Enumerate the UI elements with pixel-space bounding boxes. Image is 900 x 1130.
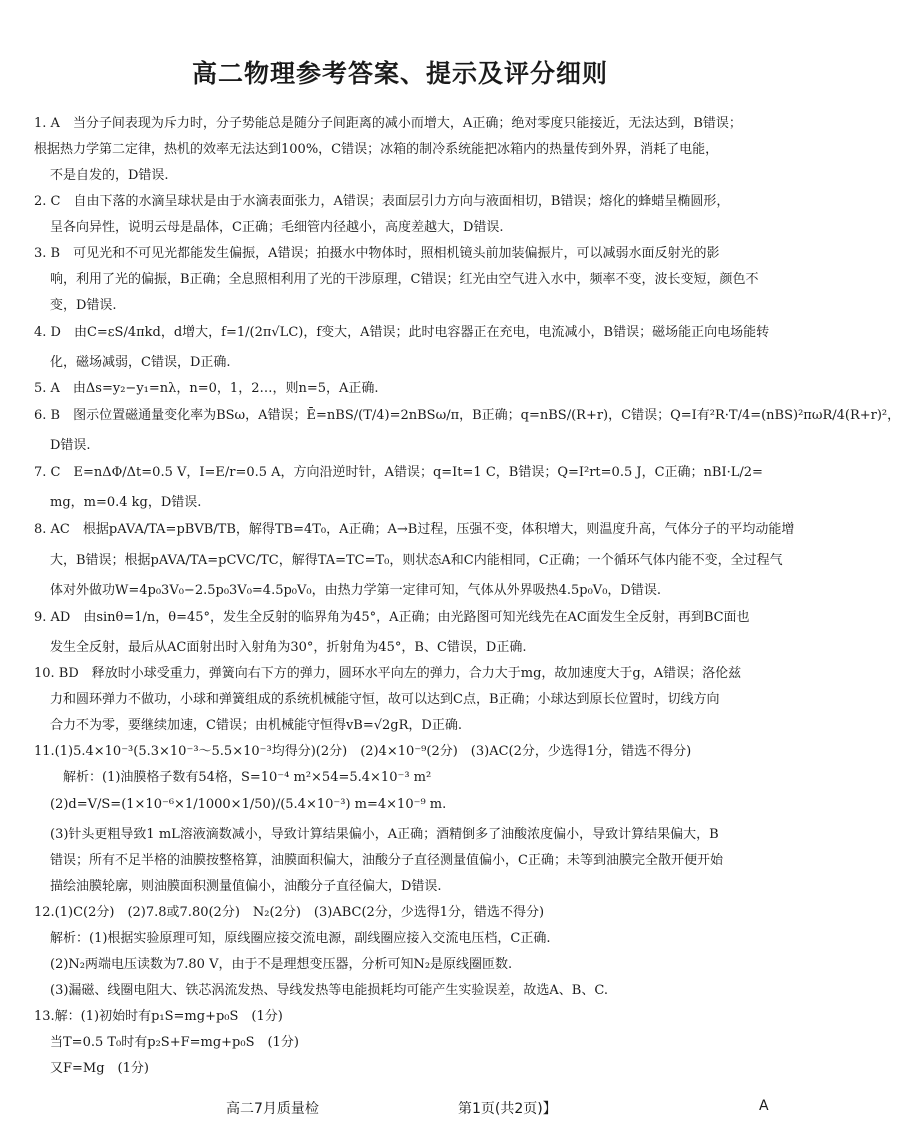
answer-11-line-4: (3)针头更粗导致1 mL溶液滴数减小，导致计算结果偏小，A正确；酒精倒多了油酸浓度偏小，导致计算结果偏大，B <box>50 827 719 842</box>
answer-2-line-2: 呈各向异性，说明云母是晶体，C正确；毛细管内径越小，高度差越大，D错误. <box>50 220 504 235</box>
answer-1-line-2: 根据热力学第二定律，热机的效率无法达到100%，C错误；冰箱的制冷系统能把冰箱内的热量传到外界，消耗了电能， <box>34 142 719 157</box>
answer-5-line-1: 5. A 由Δs=y₂−y₁=nλ，n=0，1，2…，则n=5，A正确. <box>34 381 379 396</box>
answer-6-line-2: D错误. <box>50 438 91 453</box>
answer-6-line-1: 6. B 图示位置磁通量变化率为BSω，A错误；Ē=nBS/(T/4)=2nBSω/π，B正确；q=nBS/(R+r)，C错误；Q=I有²R·T/4=(nBS)²πωR/4(R+r)²， <box>34 408 900 423</box>
answer-content <box>34 116 900 1087</box>
answer-3-line-1: 3. B 可见光和不可见光都能发生偏振，A错误；拍摄水中物体时，照相机镜头前加装偏振片，可以减弱水面反射光的影 <box>34 246 720 261</box>
answer-10-line-3: 合力不为零，要继续加速，C错误；由机械能守恒得vB=√2gR，D正确. <box>50 718 462 733</box>
page-footer <box>0 1098 800 1116</box>
answer-3-line-3: 变，D错误. <box>50 298 117 313</box>
answer-10-line-2: 力和圆环弹力不做功，小球和弹簧组成的系统机械能守恒，故可以达到C点，B正确；小球达到原长位置时，切线方向 <box>50 692 720 707</box>
answer-1-line-3: 不是自发的，D错误. <box>50 168 169 183</box>
answer-13-line-3: 又F=Mg (1分) <box>50 1061 149 1076</box>
answer-12-line-3: (2)N₂两端电压读数为7.80 V，由于不是理想变压器，分析可知N₂是原线圈匝数. <box>50 957 513 972</box>
answer-3-line-2: 响，利用了光的偏振，B正确；全息照相利用了光的干涉原理，C错误；红光由空气进入水中，频率不变，波长变短，颜色不 <box>50 272 759 287</box>
answer-11-line-5: 错误；所有不足半格的油膜按整格算，油膜面积偏大，油酸分子直径测量值偏小，C正确；未等到油膜完全散开便开始 <box>50 853 723 868</box>
answer-11-line-2: 解析：(1)油膜格子数有54格，S=10⁻⁴ m²×54=5.4×10⁻³ m² <box>50 770 432 785</box>
answer-11-line-3: (2)d=V/S=(1×10⁻⁶×1/1000×1/50)/(5.4×10⁻³) m=4×10⁻⁹ m. <box>50 797 447 812</box>
footer-version-label: A <box>759 1098 769 1114</box>
answer-11-line-6: 描绘油膜轮廓，则油膜面积测量值偏小，油酸分子直径偏大，D错误. <box>50 879 442 894</box>
answer-9-line-1: 9. AD 由sinθ=1/n，θ=45°，发生全反射的临界角为45°，A正确；由光路图可知光线先在AC面发生全反射，再到BC面也 <box>34 610 750 625</box>
answer-9-line-2: 发生全反射，最后从AC面射出时入射角为30°，折射角为45°，B、C错误，D正确. <box>50 640 527 655</box>
answer-1-line-1: 1. A 当分子间表现为斥力时，分子势能总是随分子间距离的减小而增大，A正确；绝对零度只能接近，无法达到，B错误； <box>34 116 742 131</box>
answer-8-line-3: 体对外做功W=4p₀3V₀−2.5p₀3V₀=4.5p₀V₀，由热力学第一定律可知，气体从外界吸热4.5p₀V₀，D错误. <box>50 583 661 598</box>
answer-4-line-1: 4. D 由C=εS/4πkd，d增大，f=1/(2π√LC)，f变大，A错误；此时电容器正在充电，电流减小，B错误；磁场能正向电场能转 <box>34 325 770 340</box>
answer-10-line-1: 10. BD 释放时小球受重力，弹簧向右下方的弹力，圆环水平向左的弹力，合力大于mg，故加速度大于g，A错误；洛伦兹 <box>34 666 742 681</box>
footer-exam-name: 高二7月质量检 <box>226 1101 319 1117</box>
answer-4-line-2: 化，磁场减弱，C错误，D正确. <box>50 355 231 370</box>
page-title: 高二物理参考答案、提示及评分细则 <box>191 59 608 88</box>
answer-2-line-1: 2. C 自由下落的水滴呈球状是由于水滴表面张力，A错误；表面层引力方向与液面相切，B错误；熔化的蜂蜡呈椭圆形， <box>34 194 730 209</box>
answer-12-line-2: 解析：(1)根据实验原理可知，原线圈应接交流电源，副线圈应接入交流电压档，C正确. <box>50 931 551 946</box>
answer-13-line-2: 当T=0.5 T₀时有p₂S+F=mg+p₀S (1分) <box>50 1035 299 1050</box>
answer-13-line-1: 13.解：(1)初始时有p₁S=mg+p₀S (1分) <box>34 1009 283 1024</box>
answer-7-line-1: 7. C E=nΔΦ/Δt=0.5 V，I=E/r=0.5 A，方向沿逆时针，A错误；q=It=1 C，B错误；Q=I²rt=0.5 J，C正确；nBI·L/2= <box>34 465 763 480</box>
answer-11-line-1: 11.(1)5.4×10⁻³(5.3×10⁻³～5.5×10⁻³均得分)(2分) (2)4×10⁻⁹(2分) (3)AC(2分，少选得1分，错选不得分) <box>34 744 692 759</box>
answer-8-line-2: 大，B错误；根据pAVA/TA=pCVC/TC，解得TA=TC=T₀，则状态A和C内能相同，C正确；一个循环气体内能不变，全过程气 <box>50 553 783 568</box>
answer-12-line-4: (3)漏磁、线圈电阻大、铁芯涡流发热、导线发热等电能损耗均可能产生实验误差，故选A、B、C. <box>50 983 608 998</box>
answer-8-line-1: 8. AC 根据pAVA/TA=pBVB/TB，解得TB=4T₀，A正确；A→B过程，压强不变，体积增大，则温度升高，气体分子的平均动能增 <box>34 522 795 537</box>
footer-page-number: 第1页(共2页)】 <box>458 1101 557 1117</box>
answer-7-line-2: mg，m=0.4 kg，D错误. <box>50 495 202 510</box>
answer-12-line-1: 12.(1)C(2分) (2)7.8或7.80(2分) N₂(2分) (3)ABC(2分，少选得1分，错选不得分) <box>34 905 545 920</box>
